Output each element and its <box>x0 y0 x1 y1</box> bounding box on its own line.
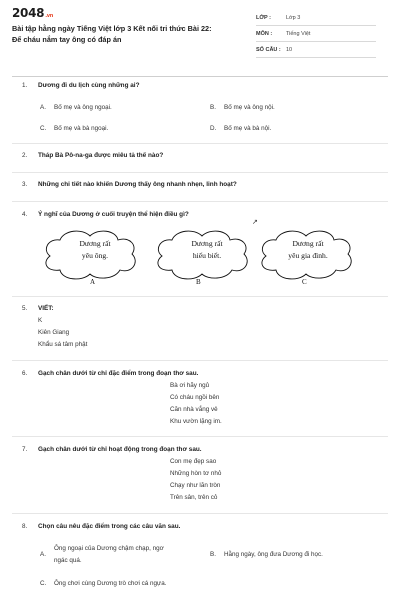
question-separator <box>12 513 388 514</box>
meta-label: MÔN : <box>256 31 273 37</box>
question-number: 3. <box>22 181 28 188</box>
question-text: Tháp Bà Pô-na-ga được miêu tả thế nào? <box>38 152 164 159</box>
option-letter: B. <box>210 551 216 558</box>
option-b[interactable] <box>210 104 275 111</box>
question-number: 6. <box>22 370 28 377</box>
cloud-c-letter: C <box>302 278 307 286</box>
option-letter: C. <box>40 125 47 132</box>
question-text: Chọn câu nêu đặc điểm trong các câu văn sau. <box>38 523 181 530</box>
option-letter: A. <box>40 104 46 111</box>
cloud-b-letter: B <box>196 278 201 286</box>
meta-value: 10 <box>286 47 293 53</box>
option-a-letter[interactable]: A. <box>40 551 46 558</box>
meta-row-class <box>256 14 376 26</box>
header-divider <box>12 76 388 77</box>
question-separator <box>12 436 388 437</box>
option-c[interactable] <box>40 580 167 587</box>
option-text: Bố mẹ và ông ngoại. <box>54 104 112 111</box>
meta-label: SỐ CÂU : <box>256 47 281 53</box>
poem-line: Khu vườn lặng im. <box>170 418 222 425</box>
cloud-a-line-2: yêu ông. <box>81 251 109 260</box>
option-b[interactable] <box>210 551 323 558</box>
question-text: Gạch chân dưới từ chỉ hoạt động trong đoạn thơ sau. <box>38 446 202 453</box>
writing-line: Kiên Giang <box>38 329 70 336</box>
poem-line: Bà ơi hãy ngủ <box>170 382 210 389</box>
option-text: Bố mẹ và bà ngoại. <box>54 125 109 132</box>
logo-domain: .vn <box>45 13 54 19</box>
question-separator <box>12 143 388 144</box>
cloud-b-line-1: Dương rất <box>191 239 223 248</box>
option-letter: D. <box>210 125 217 132</box>
question-number: 7. <box>22 446 28 453</box>
meta-value: Lớp 3 <box>286 15 301 21</box>
logo-main: 2048 <box>12 6 45 20</box>
cursor-mark: ↗ <box>252 218 258 226</box>
meta-row-subject <box>256 30 376 42</box>
option-text: Bố mẹ và ông nội. <box>224 104 275 111</box>
writing-line: K <box>38 317 43 324</box>
meta-label: LỚP : <box>256 15 271 21</box>
worksheet-title-line-2: Để cháu nắm tay ông có đáp án <box>12 35 122 44</box>
question-separator <box>12 360 388 361</box>
site-logo[interactable] <box>12 6 53 20</box>
question-text: VIẾT: <box>38 305 54 312</box>
question-separator <box>12 296 388 297</box>
question-number: 2. <box>22 152 28 159</box>
question-number: 1. <box>22 82 28 89</box>
worksheet-title-line-1: Bài tập hằng ngày Tiếng Việt lớp 3 Kết nối tri thức Bài 22: <box>12 24 212 33</box>
option-letter: B. <box>210 104 216 111</box>
option-text: Ông chơi cùng Dương trò chơi cá ngựa. <box>54 580 167 587</box>
poem-line: Có cháu ngồi bên <box>170 394 220 401</box>
option-a[interactable] <box>40 104 112 111</box>
question-text: Những chi tiết nào khiến Dương thấy ông nhanh nhẹn, linh hoạt? <box>38 181 237 188</box>
option-c[interactable] <box>40 125 108 132</box>
option-letter: C. <box>40 580 47 587</box>
question-text: Gạch chân dưới từ chỉ đặc điểm trong đoạn thơ sau. <box>38 370 199 377</box>
meta-row-count <box>256 46 376 58</box>
question-number: 5. <box>22 305 28 312</box>
question-text: Ý nghĩ của Dương ở cuối truyện thể hiện điều gì? <box>38 211 189 218</box>
question-separator <box>12 172 388 173</box>
cloud-b-line-2: hiếu biết. <box>192 251 222 260</box>
poem-line: Những hòn tơ nhỏ <box>170 470 222 477</box>
question-text: Dương đi du lịch cùng những ai? <box>38 82 140 89</box>
option-d[interactable] <box>210 125 271 132</box>
writing-line: Khẩu sá tâm phật <box>38 341 88 348</box>
cloud-c-line-1: Dương rất <box>292 239 324 248</box>
cloud-c-line-2: yêu gia đình. <box>288 251 328 260</box>
cloud-a-letter: A <box>90 278 96 286</box>
question-number: 8. <box>22 523 28 530</box>
poem-line: Chạy như lăn tròn <box>170 482 221 489</box>
poem-line: Con mẹ đẹp sao <box>170 458 217 465</box>
option-text: Hằng ngày, ông đưa Dương đi học. <box>224 551 323 558</box>
question-separator <box>12 201 388 202</box>
poem-line: Căn nhà vắng vẻ <box>170 406 218 413</box>
option-a-text-line-1[interactable]: Ông ngoại của Dương chậm chạp, ngơ <box>54 545 164 552</box>
question-number: 4. <box>22 211 28 218</box>
option-text: Bố mẹ và bà nội. <box>224 125 272 132</box>
cloud-a-line-1: Dương rất <box>79 239 111 248</box>
option-a-text-line-2[interactable]: ngác quá. <box>54 557 82 564</box>
poem-line: Trên sân, trên cỏ <box>170 494 218 501</box>
answer-clouds <box>40 228 360 288</box>
meta-value: Tiếng Việt <box>286 31 311 37</box>
